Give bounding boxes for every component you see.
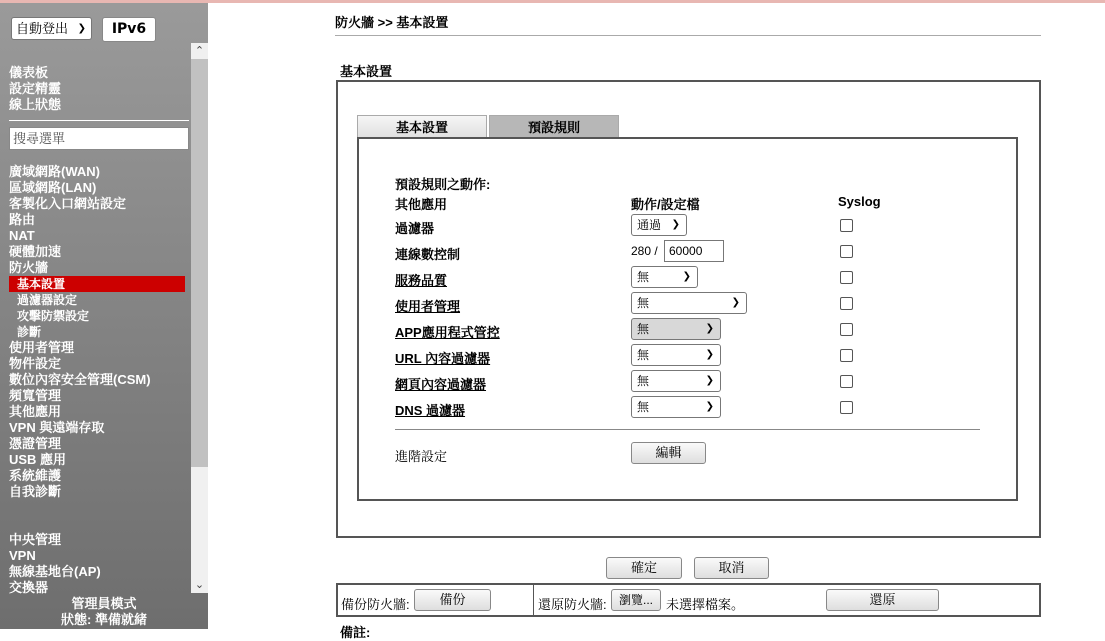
sidebar-item-lan[interactable]: 區域網路(LAN) bbox=[9, 180, 97, 195]
syslog-checkbox-filter[interactable] bbox=[840, 219, 853, 232]
menu-search-placeholder: 搜尋選單 bbox=[13, 131, 66, 146]
advanced-settings-label: 進階設定 bbox=[395, 449, 448, 464]
session-current-count: 280 / bbox=[631, 244, 658, 258]
qos-value: 無 bbox=[637, 270, 650, 284]
auto-logout-select[interactable] bbox=[11, 17, 92, 40]
breadcrumb: 防火牆 >> 基本設置 bbox=[335, 15, 449, 30]
sidebar-item-vpn-remote[interactable]: VPN 與遠端存取 bbox=[9, 420, 105, 435]
sidebar-item-objects[interactable]: 物件設定 bbox=[9, 356, 62, 371]
chevron-down-icon: ❯ bbox=[731, 297, 740, 308]
backup-label: 備份防火牆: bbox=[341, 597, 410, 612]
chevron-down-icon: ❯ bbox=[705, 375, 714, 386]
sidebar-item-wan[interactable]: 廣域網路(WAN) bbox=[9, 164, 100, 179]
row-link-qos[interactable]: 服務品質 bbox=[395, 273, 448, 288]
sidebar-item-usb[interactable]: USB 應用 bbox=[9, 452, 67, 467]
web-content-filter-value: 無 bbox=[637, 374, 650, 388]
restore-label: 還原防火牆: bbox=[538, 597, 607, 612]
session-limit-value: 60000 bbox=[669, 244, 703, 258]
sidebar-item-ap[interactable]: 無線基地台(AP) bbox=[9, 564, 101, 579]
advanced-divider bbox=[395, 429, 980, 430]
cancel-button[interactable]: 取消 bbox=[694, 557, 769, 579]
row-label-filter: 過濾器 bbox=[395, 221, 435, 236]
syslog-checkbox-web-content[interactable] bbox=[840, 375, 853, 388]
filter-action-select[interactable] bbox=[631, 214, 687, 236]
sidebar-item-portal[interactable]: 客製化入口網站設定 bbox=[9, 196, 127, 211]
main-menu bbox=[9, 164, 191, 500]
browse-button[interactable]: 瀏覽... bbox=[611, 589, 661, 611]
breadcrumb-divider bbox=[335, 35, 1041, 36]
top-menu bbox=[9, 65, 191, 113]
notes-label: 備註: bbox=[340, 625, 371, 640]
edit-button[interactable]: 編輯 bbox=[631, 442, 706, 464]
chevron-down-icon: ❯ bbox=[77, 23, 86, 34]
central-menu bbox=[9, 532, 191, 596]
sidebar-scrollbar[interactable] bbox=[191, 43, 208, 593]
sidebar-item-firewall[interactable]: 防火牆 bbox=[9, 260, 49, 275]
sidebar-item-wizard[interactable]: 設定精靈 bbox=[9, 81, 62, 96]
syslog-checkbox-dns[interactable] bbox=[840, 401, 853, 414]
web-content-filter-select[interactable] bbox=[631, 370, 721, 392]
dns-filter-value: 無 bbox=[637, 400, 650, 414]
sidebar-item-diagnose[interactable]: 診斷 bbox=[17, 325, 42, 339]
filter-action-value: 通過 bbox=[637, 218, 662, 232]
sidebar-item-diagnostics[interactable]: 自我診斷 bbox=[9, 484, 62, 499]
sidebar-item-certificates[interactable]: 憑證管理 bbox=[9, 436, 62, 451]
sidebar-item-central-management[interactable]: 中央管理 bbox=[9, 532, 62, 547]
backup-restore-separator bbox=[533, 583, 534, 617]
chevron-down-icon: ❯ bbox=[705, 401, 714, 412]
sidebar-item-routing[interactable]: 路由 bbox=[9, 212, 36, 227]
row-link-web-content-filter[interactable]: 網頁內容過濾器 bbox=[395, 377, 487, 392]
section-title: 基本設置 bbox=[340, 64, 393, 79]
sidebar-item-user-management[interactable]: 使用者管理 bbox=[9, 340, 75, 355]
sidebar-item-dos-defense[interactable]: 攻擊防禦設定 bbox=[17, 309, 90, 323]
menu-search-input[interactable] bbox=[9, 127, 189, 150]
user-management-value: 無 bbox=[637, 296, 650, 310]
qos-select[interactable] bbox=[631, 266, 698, 288]
app-enforcement-select[interactable] bbox=[631, 318, 721, 340]
tab-general-setup[interactable]: 基本設置 bbox=[357, 115, 487, 138]
sidebar-item-csm[interactable]: 數位內容安全管理(CSM) bbox=[9, 372, 151, 387]
row-link-url-filter[interactable]: URL 內容過濾器 bbox=[395, 351, 491, 366]
sidebar-divider bbox=[9, 120, 189, 121]
syslog-checkbox-session[interactable] bbox=[840, 245, 853, 258]
row-link-app-enforcement[interactable]: APP應用程式管控 bbox=[395, 325, 500, 340]
admin-mode-label: 管理員模式 bbox=[71, 596, 137, 611]
sidebar-footer bbox=[0, 596, 208, 628]
app-enforcement-value: 無 bbox=[637, 322, 650, 336]
chevron-down-icon: ❯ bbox=[705, 323, 714, 334]
sidebar-item-general-setup[interactable]: 基本設置 bbox=[9, 276, 185, 292]
scroll-down-icon[interactable]: ⌄ bbox=[194, 579, 205, 591]
sidebar-item-dashboard[interactable]: 儀表板 bbox=[9, 65, 49, 80]
chevron-down-icon: ❯ bbox=[671, 219, 680, 230]
column-header-syslog: Syslog bbox=[838, 194, 881, 209]
tab-default-rule[interactable]: 預設規則 bbox=[489, 115, 619, 138]
url-filter-select[interactable] bbox=[631, 344, 721, 366]
sidebar-item-hw-accel[interactable]: 硬體加速 bbox=[9, 244, 62, 259]
row-link-user-management[interactable]: 使用者管理 bbox=[395, 299, 461, 314]
column-header-action: 動作/設定檔 bbox=[631, 197, 700, 212]
url-filter-value: 無 bbox=[637, 348, 650, 362]
row-link-dns-filter[interactable]: DNS 過濾器 bbox=[395, 403, 466, 418]
syslog-checkbox-qos[interactable] bbox=[840, 271, 853, 284]
syslog-checkbox-url[interactable] bbox=[840, 349, 853, 362]
sidebar-item-applications[interactable]: 其他應用 bbox=[9, 404, 62, 419]
scroll-up-icon[interactable]: ⌃ bbox=[194, 45, 205, 57]
sidebar-item-online-status[interactable]: 線上狀態 bbox=[9, 97, 62, 112]
restore-button[interactable]: 還原 bbox=[826, 589, 939, 611]
scroll-thumb[interactable] bbox=[191, 59, 208, 467]
syslog-checkbox-app[interactable] bbox=[840, 323, 853, 336]
chevron-down-icon: ❯ bbox=[682, 271, 691, 282]
sidebar-item-bandwidth[interactable]: 頻寬管理 bbox=[9, 388, 62, 403]
ipv6-badge-text: IPv6 bbox=[111, 21, 147, 37]
row-label-session-limit: 連線數控制 bbox=[395, 247, 461, 262]
backup-button[interactable]: 備份 bbox=[414, 589, 491, 611]
sidebar-item-switch[interactable]: 交換器 bbox=[9, 580, 49, 595]
sidebar-item-maintenance[interactable]: 系統維護 bbox=[9, 468, 62, 483]
chevron-down-icon: ❯ bbox=[705, 349, 714, 360]
sidebar bbox=[0, 3, 208, 629]
syslog-checkbox-user-management[interactable] bbox=[840, 297, 853, 310]
rule-action-title: 預設規則之動作: bbox=[395, 177, 491, 192]
status-label: 狀態: 準備就緒 bbox=[61, 612, 147, 627]
column-header-app: 其他應用 bbox=[395, 197, 448, 212]
auto-logout-value: 自動登出 bbox=[16, 21, 69, 36]
dns-filter-select[interactable] bbox=[631, 396, 721, 418]
sidebar-item-nat[interactable]: NAT bbox=[9, 228, 35, 243]
ok-button[interactable]: 確定 bbox=[606, 557, 682, 579]
sidebar-item-vpn[interactable]: VPN bbox=[9, 548, 36, 563]
ipv6-button[interactable] bbox=[102, 17, 156, 42]
user-management-select[interactable] bbox=[631, 292, 747, 314]
no-file-selected-text: 未選擇檔案。 bbox=[666, 597, 745, 612]
session-limit-input[interactable] bbox=[664, 240, 724, 262]
sidebar-item-filter-setup[interactable]: 過濾器設定 bbox=[17, 293, 78, 307]
